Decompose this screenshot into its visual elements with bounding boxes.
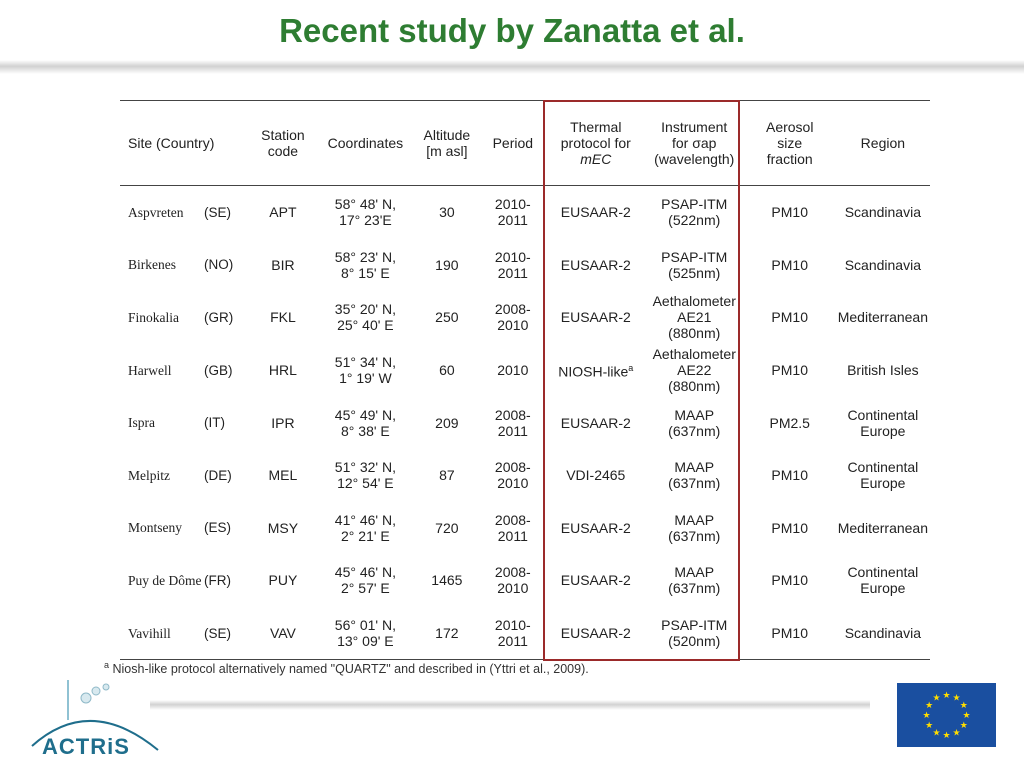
protocol-name: EUSAAR-2 [560,572,631,589]
period-start: 2008- [494,301,531,318]
coord-lon: 8° 38' E [341,422,390,439]
site-country: (FR) [204,572,231,588]
instrument-name: Aethalometer [652,293,736,310]
cell-protocol [547,396,645,449]
region-name: Scandinavia [844,625,921,642]
cell-period [479,396,547,449]
coord-lon: 25° 40' E [337,317,394,334]
cell-region [836,344,930,397]
coord-lon: 2° 57' E [341,580,390,597]
instrument-name: MAAP [674,564,715,581]
cell-station-code [250,396,316,449]
cell-aerosol-size [744,607,836,660]
site-country: (IT) [204,415,225,431]
protocol-name: EUSAAR-2 [560,204,631,221]
cell-instrument [645,449,744,502]
cell-site [120,291,250,344]
coord-lat: 41° 46' N, [334,511,396,528]
protocol-name: EUSAAR-2 [560,414,631,431]
cell-station-code [250,502,316,555]
table-row [120,396,930,449]
instrument-detail: (637nm) [668,475,721,492]
header-thermal-line3: mEC [580,151,612,167]
coord-lon: 13° 09' E [337,633,394,650]
station-code: IPR [271,414,295,431]
region-name-line2: Europe [860,422,906,439]
coord-lat: 51° 32' N, [334,459,396,476]
site-country: (ES) [204,520,231,536]
cell-aerosol-size [744,449,836,502]
cell-period [479,554,547,607]
cell-period [479,502,547,555]
cell-station-code [250,291,316,344]
table-row [120,344,930,397]
actris-logo [30,680,170,760]
instrument-name: MAAP [674,459,715,476]
cell-instrument [645,396,744,449]
cell-coordinates [316,607,415,660]
svg-text:ACTRiS: ACTRiS [42,734,130,759]
cell-region [836,291,930,344]
cell-altitude [415,554,479,607]
aerosol-size: PM10 [771,204,808,221]
header-aerosol-line1: Aerosol [765,119,814,135]
instrument-name: PSAP-ITM [661,617,728,634]
period-start: 2010- [494,248,531,265]
cell-aerosol-size [744,396,836,449]
period-start: 2008- [494,406,531,423]
cell-period [479,186,547,239]
site-country: (GR) [204,309,234,325]
cell-region [836,502,930,555]
period-start: 2010- [494,617,531,634]
header-altitude [415,101,479,186]
cell-coordinates [316,344,415,397]
period-end: 2010 [497,317,529,334]
table-row [120,502,930,555]
cell-coordinates [316,502,415,555]
region-name: Scandinavia [844,204,921,221]
coord-lat: 35° 20' N, [334,301,396,318]
cell-protocol [547,607,645,660]
cell-site [120,186,250,239]
cell-instrument [645,186,744,239]
cell-aerosol-size [744,291,836,344]
altitude-value: 172 [435,625,459,642]
aerosol-size: PM2.5 [769,414,810,431]
header-thermal-line1: Thermal [570,119,622,135]
period-start: 2008- [494,564,531,581]
cell-coordinates [316,449,415,502]
coord-lon: 1° 19' W [339,370,392,387]
protocol-name: VDI-2465 [566,467,626,484]
table-row [120,186,930,239]
header-thermal-protocol [547,101,645,186]
cell-protocol [547,344,645,397]
site-country: (SE) [204,625,231,641]
period-end: 2011 [497,264,528,281]
altitude-value: 190 [435,256,459,273]
station-code: APT [269,204,297,221]
cell-altitude [415,239,479,292]
site-name: Montseny [128,520,182,536]
table-row [120,554,930,607]
eu-flag [897,683,996,747]
coord-lon: 17° 23'E [339,212,392,229]
cell-protocol [547,186,645,239]
eu-star-icon: ★ [962,711,971,721]
eu-star-icon: ★ [932,693,941,704]
period-end: 2011 [497,212,528,229]
protocol-name: EUSAAR-2 [560,625,631,642]
instrument-wavelength: (880nm) [668,325,721,342]
header-site: Site (Country) [120,101,250,186]
instrument-name: PSAP-ITM [661,248,728,265]
period-start: 2008- [494,459,531,476]
site-country: (GB) [204,362,233,378]
site-name: Harwell [128,362,172,378]
table-row [120,239,930,292]
cell-station-code [250,607,316,660]
eu-star-icon: ★ [922,711,931,721]
site-name: Vavihill [128,625,171,641]
instrument-detail: (522nm) [668,212,721,229]
protocol-name: EUSAAR-2 [560,309,631,326]
header-instrument-line1: Instrument [661,119,728,135]
table-body [120,186,930,660]
cell-altitude [415,396,479,449]
instrument-name: MAAP [674,406,715,423]
header-aerosol-size [744,101,836,186]
site-country: (NO) [204,257,234,273]
eu-star-icon: ★ [959,701,968,711]
site-country: (DE) [204,467,232,483]
cell-site [120,239,250,292]
instrument-detail: (637nm) [668,580,721,597]
altitude-value: 250 [435,309,459,326]
protocol-name: EUSAAR-2 [560,256,631,273]
cell-protocol [547,554,645,607]
cell-site [120,449,250,502]
cell-altitude [415,344,479,397]
cell-instrument [645,502,744,555]
site-name: Aspvreten [128,204,184,220]
cell-instrument [645,607,744,660]
aerosol-size: PM10 [771,309,808,326]
station-code: HRL [268,362,297,379]
eu-star-icon: ★ [952,728,961,739]
site-name: Melpitz [128,467,170,483]
coord-lat: 56° 01' N, [334,617,396,634]
instrument-name: Aethalometer [652,346,736,363]
cell-coordinates [316,396,415,449]
eu-star-icon: ★ [959,721,968,731]
header-thermal-line2: protocol for [560,135,631,151]
eu-star-icon: ★ [925,701,934,711]
cell-altitude [415,607,479,660]
instrument-name: MAAP [674,511,715,528]
cell-period [479,291,547,344]
instrument-detail: (637nm) [668,422,721,439]
cell-region [836,186,930,239]
table-row [120,607,930,660]
cell-region [836,607,930,660]
protocol-footnote-marker: a [628,363,634,374]
eu-star-icon: ★ [942,731,951,741]
cell-instrument [645,344,744,397]
region-name: Scandinavia [844,256,921,273]
cell-protocol [547,502,645,555]
site-name: Finokalia [128,309,179,325]
instrument-wavelength: (880nm) [668,378,721,395]
instrument-detail: (520nm) [668,633,721,650]
altitude-value: 1465 [431,572,463,589]
table-footnote [104,660,589,676]
header-instrument [645,101,744,186]
cell-region [836,449,930,502]
coord-lat: 51° 34' N, [334,354,396,371]
period-start: 2010 [497,362,529,379]
aerosol-size: PM10 [771,625,808,642]
protocol-name: EUSAAR-2 [560,519,631,536]
eu-star-icon: ★ [952,693,961,704]
period-end: 2011 [497,527,528,544]
period-end: 2010 [497,580,529,597]
slide-title: Recent study by Zanatta et al. [279,12,745,49]
header-coordinates: Coordinates [316,101,415,186]
cell-site [120,502,250,555]
header-instrument-line2: for σap [672,135,717,151]
altitude-value: 209 [435,414,459,431]
aerosol-size: PM10 [771,362,808,379]
site-name: Ispra [128,415,155,431]
cell-site [120,344,250,397]
region-name: British Isles [847,362,919,379]
cell-region [836,554,930,607]
cell-aerosol-size [744,502,836,555]
cell-site [120,607,250,660]
cell-protocol [547,239,645,292]
cell-station-code [250,239,316,292]
region-name: Continental [847,406,919,423]
header-period: Period [479,101,547,186]
region-name: Continental [847,564,919,581]
period-end: 2011 [497,633,528,650]
coord-lon: 12° 54' E [337,475,394,492]
cell-instrument [645,554,744,607]
header-instrument-line3: (wavelength) [654,151,735,167]
cell-aerosol-size [744,344,836,397]
table-row [120,449,930,502]
cell-period [479,344,547,397]
period-start: 2010- [494,196,531,213]
region-name: Mediterranean [837,309,928,326]
region-name-line2: Europe [860,580,906,597]
coord-lon: 2° 21' E [341,527,390,544]
period-start: 2008- [494,511,531,528]
station-code: PUY [268,572,298,589]
aerosol-size: PM10 [771,572,808,589]
cell-coordinates [316,186,415,239]
cell-instrument [645,291,744,344]
instrument-detail: AE22 [677,362,712,379]
protocol-name: NIOSH-like [558,363,629,380]
header-altitude-line1: Altitude [423,127,471,143]
header-altitude-line2: [m asl] [426,143,468,159]
coord-lat: 58° 48' N, [334,196,396,213]
header-station-code: Station code [250,101,316,186]
station-code: MEL [268,467,298,484]
top-divider [0,60,1024,74]
cell-coordinates [316,554,415,607]
site-country: (SE) [204,204,231,220]
header-region: Region [836,101,930,186]
cell-protocol [547,291,645,344]
cell-period [479,607,547,660]
cell-station-code [250,554,316,607]
altitude-value: 720 [435,519,459,536]
stations-table [120,100,930,660]
cell-station-code [250,344,316,397]
cell-region [836,239,930,292]
instrument-name: PSAP-ITM [661,196,728,213]
aerosol-size: PM10 [771,467,808,484]
station-code: MSY [267,519,299,536]
footnote-marker: a [104,660,110,670]
table-row [120,291,930,344]
cell-station-code [250,449,316,502]
period-end: 2010 [497,475,529,492]
cell-altitude [415,502,479,555]
station-code: FKL [270,309,296,326]
cell-region [836,396,930,449]
aerosol-size: PM10 [771,256,808,273]
footnote-text: Niosh-like protocol alternatively named "QUARTZ" and described in (Yttri et al., 2009). [112,662,589,677]
region-name: Continental [847,459,919,476]
instrument-detail: (525nm) [668,264,721,281]
altitude-value: 87 [439,467,455,484]
cell-site [120,396,250,449]
coord-lat: 45° 49' N, [334,406,396,423]
cell-period [479,239,547,292]
cell-altitude [415,449,479,502]
site-name: Puy de Dôme [128,572,202,588]
header-aerosol-line3: fraction [766,151,813,167]
cell-station-code [250,186,316,239]
bottom-divider [150,700,870,710]
cell-aerosol-size [744,554,836,607]
cell-altitude [415,291,479,344]
altitude-value: 30 [439,204,455,221]
cell-period [479,449,547,502]
header-aerosol-line2: size [777,135,803,151]
cell-protocol [547,449,645,502]
coord-lat: 45° 46' N, [334,564,396,581]
eu-star-icon: ★ [932,728,941,739]
cell-coordinates [316,291,415,344]
eu-star-icon: ★ [942,691,951,701]
table-header-row [120,101,930,186]
site-name: Birkenes [128,257,176,273]
region-name: Mediterranean [837,519,928,536]
instrument-detail: (637nm) [668,527,721,544]
coord-lat: 58° 23' N, [334,248,396,265]
altitude-value: 60 [439,362,455,379]
station-code: BIR [271,256,295,273]
cell-aerosol-size [744,186,836,239]
cell-aerosol-size [744,239,836,292]
cell-coordinates [316,239,415,292]
period-end: 2011 [497,422,528,439]
cell-site [120,554,250,607]
eu-star-icon: ★ [925,721,934,731]
cell-instrument [645,239,744,292]
instrument-detail: AE21 [677,309,712,326]
region-name-line2: Europe [860,475,906,492]
cell-altitude [415,186,479,239]
coord-lon: 8° 15' E [341,264,390,281]
station-code: VAV [269,625,296,642]
aerosol-size: PM10 [771,519,808,536]
